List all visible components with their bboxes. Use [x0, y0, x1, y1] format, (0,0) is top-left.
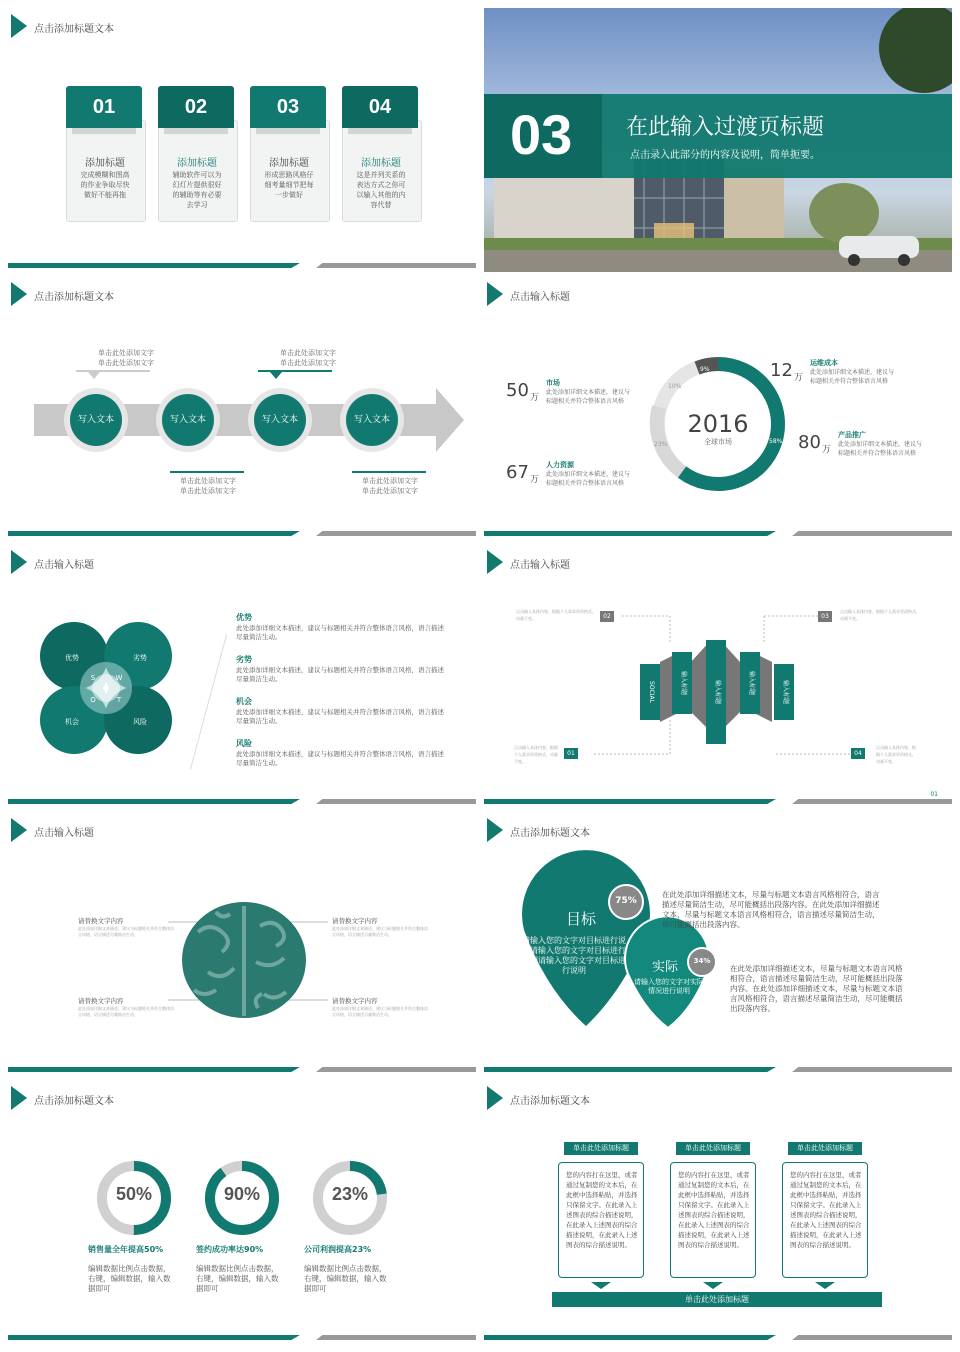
stat-unit: 万 — [530, 475, 540, 485]
slide-7 — [8, 812, 476, 1074]
card-text: 完成模糊和图高的作业争取尽快做好不能再拖 — [80, 171, 130, 199]
column-header[interactable]: 单击此处添加标题 — [676, 1142, 750, 1155]
footer-bar-gray — [792, 1067, 952, 1072]
card-title: 添加标题 — [177, 158, 217, 169]
title-triangle-icon — [487, 1086, 503, 1110]
card-text: 形成思路风格仔细考量细节把每一步做好 — [264, 171, 314, 199]
card-title: 添加标题 — [85, 158, 125, 169]
footer-bar-teal — [8, 531, 300, 536]
petal-label: 机会 — [65, 718, 79, 726]
column-header[interactable]: 单击此处添加标题 — [788, 1142, 862, 1155]
card-tab — [256, 128, 320, 134]
goal-label: 目标 — [566, 910, 597, 928]
footer-bar-teal — [484, 1067, 776, 1072]
badge-01: 01 — [564, 748, 578, 759]
ring-pct: 50% — [115, 1184, 153, 1204]
swot-item-title: 风险 — [236, 739, 252, 748]
svg-text:输入标题: 输入标题 — [748, 670, 755, 696]
brain-item-desc: 此处添加详细文本描述，建议与标题相关并符合整体语言风格，语言描述尽量简洁生动。 — [332, 1006, 428, 1017]
title-triangle-icon — [11, 550, 27, 574]
slide-3 — [8, 276, 476, 538]
stat-name: 产品推广 — [838, 431, 866, 439]
column-header[interactable]: 单击此处添加标题 — [564, 1142, 638, 1155]
slide-title: 点击添加标题文本 — [34, 292, 114, 303]
svg-text:输入标题: 输入标题 — [680, 670, 687, 696]
actual-label: 实际 — [652, 960, 679, 975]
bottom-label-1: 单击此处添加文字 单击此处添加文字 — [180, 477, 236, 495]
stat-unit: 万 — [530, 393, 540, 403]
pointer-icon — [88, 372, 100, 379]
footer-bar-teal — [8, 1067, 300, 1072]
section-title: 在此输入过渡页标题 — [626, 115, 825, 140]
card-title: 添加标题 — [361, 158, 401, 169]
footer-bar-gray — [316, 1335, 476, 1340]
footer-bar-teal — [484, 531, 776, 536]
slide-title: 点击输入标题 — [510, 292, 570, 303]
center-label: 全球市场 — [704, 438, 732, 446]
pct-label: 9% — [700, 366, 710, 373]
donut-chart — [484, 276, 952, 538]
swot-diagram — [38, 620, 238, 806]
footer-title-bar[interactable]: 单击此处添加标题 — [552, 1292, 882, 1307]
step-circle[interactable]: 写入文本 — [346, 394, 398, 446]
badge-04: 04 — [851, 748, 865, 759]
stat-value: 50 — [506, 380, 529, 401]
pct-label: 10% — [668, 383, 682, 390]
stat-value: 12 — [770, 360, 793, 381]
swot-item-title: 优势 — [236, 613, 252, 622]
stat-desc: 此处添加详细文本描述，建议与标题相关并符合整体语言风格 — [810, 369, 895, 385]
ring-title: 公司利润提高23% — [304, 1245, 372, 1254]
badge-02: 02 — [600, 611, 614, 622]
slide-4 — [484, 276, 952, 538]
brain-item-desc: 此处添加详细文本描述，建议与标题相关并符合整体语言风格，语言描述尽量简洁生动。 — [78, 926, 174, 937]
card-number: 01 — [66, 86, 142, 128]
pct-label: 58% — [769, 438, 783, 445]
note: 点击输入具体内容，根据个人需求更改格式，动画不变。 — [516, 609, 596, 621]
column-text: 您的内容打在这里，或者通过复制您的文本后，在此框中选择粘贴，并选择只保留文字。在此录入上述图表的综合描述说明，在此录入上述图表的综合描述说明，在此录入上述图表的综合描述说明。 — [678, 1171, 750, 1249]
stat-name: 市场 — [546, 379, 560, 387]
brain-item-head: 请替换文字内容 — [332, 917, 378, 925]
step-circle[interactable]: 写入文本 — [162, 394, 214, 446]
ring-desc: 编辑数据比例点击数据，右键，编辑数据，输入数据即可 — [196, 1264, 279, 1293]
ring-title: 签约成功率达90% — [196, 1245, 264, 1254]
card-tab — [72, 128, 136, 134]
footer-bar-gray — [792, 799, 952, 804]
footer-bar-gray — [316, 1067, 476, 1072]
svg-text:T: T — [116, 696, 122, 704]
card-title: 添加标题 — [269, 158, 309, 169]
brain-item-head: 请替换文字内容 — [78, 917, 124, 925]
ring-desc: 编辑数据比例点击数据，右键，编辑数据，输入数据即可 — [304, 1264, 387, 1293]
swot-item-title: 劣势 — [236, 655, 252, 664]
stat-value: 80 — [798, 432, 821, 453]
ring-pct: 23% — [331, 1184, 369, 1204]
bottom-label-2: 单击此处添加文字 单击此处添加文字 — [362, 477, 418, 495]
paragraph-2: 在此处添加详细描述文本，尽量与标题文本语言风格相符合，语言描述尽量简洁生动，尽可能概括出段落内容。在此处添加详细描述文本，尽量与标题文本语言风格相符合，语言描述尽量简洁生动，尽可能概括出段落内容。 — [730, 964, 903, 1013]
card-text: 辅助软件可以为幻灯片提供很好的辅助等有必要去学习 — [172, 171, 222, 209]
card-tab — [348, 128, 412, 134]
step-circle[interactable]: 写入文本 — [254, 394, 306, 446]
section-number: 03 — [510, 103, 573, 166]
footer-bar-gray — [792, 1335, 952, 1340]
stat-desc: 此处添加详细文本描述，建议与标题相关并符合整体语言风格 — [546, 471, 631, 487]
badge-03: 03 — [818, 611, 832, 622]
swot-item-title: 机会 — [236, 697, 252, 706]
note: 点击输入具体内容，根据个人需求更改格式，动画不变。 — [514, 745, 558, 764]
slide-9 — [8, 1080, 476, 1342]
chevron-down-icon — [591, 1282, 611, 1289]
swot-item-desc: 此处添加详细文本描述，建议与标题相关并符合整体语言风格，语言描述尽量简洁生动。 — [236, 666, 444, 683]
chevron-down-icon — [815, 1282, 835, 1289]
footer-bar-teal — [484, 799, 776, 804]
pct-label: 23% — [654, 441, 668, 448]
brain-icon — [8, 812, 476, 1074]
footer-bar-teal — [8, 263, 300, 268]
goal-pct: 75% — [615, 896, 637, 906]
stat-desc: 此处添加详细文本描述，建议与标题相关并符合整体语言风格 — [838, 441, 923, 457]
slide-1 — [8, 8, 476, 270]
footer-bar-teal — [8, 799, 300, 804]
step-circle[interactable]: 写入文本 — [70, 394, 122, 446]
chevron-down-icon — [703, 1282, 723, 1289]
card-text: 这是并列关系的表达方式之你可以输入其他的内容代替 — [356, 171, 406, 209]
brain-item-desc: 此处添加详细文本描述，建议与标题相关并符合整体语言风格，语言描述尽量简洁生动。 — [332, 926, 428, 937]
top-label-2: 单击此处添加文字 单击此处添加文字 — [280, 349, 336, 367]
svg-text:S: S — [90, 674, 96, 682]
page-number: 01 — [930, 791, 938, 798]
slide-title: 点击添加标题文本 — [34, 24, 114, 35]
top-label-1: 单击此处添加文字 单击此处添加文字 — [98, 349, 154, 367]
actual-text: 请输入您的文字对实际情况进行说明 — [634, 978, 704, 995]
slide-title: 点击输入标题 — [34, 828, 94, 839]
goal-text: 请输入您的文字对目标进行说明请输入您的文字对目标进行说明请输入您的文字对目标进行说明 — [522, 936, 626, 975]
slide-title: 点击添加标题文本 — [510, 828, 590, 839]
card-number: 03 — [250, 86, 326, 128]
brain-item-head: 请替换文字内容 — [332, 997, 378, 1005]
card-number: 02 — [158, 86, 234, 128]
card-tab — [164, 128, 228, 134]
year-label: 2016 — [687, 410, 749, 438]
petal-label: 优势 — [65, 654, 79, 662]
petal-label: 风险 — [133, 718, 147, 726]
stat-desc: 此处添加详细文本描述，建议与标题相关并符合整体语言风格 — [546, 389, 631, 405]
footer-bar-gray — [316, 263, 476, 268]
slide-title: 点击添加标题文本 — [510, 1096, 590, 1107]
slide-title: 点击输入标题 — [34, 560, 94, 571]
stat-name: 人力资源 — [546, 461, 574, 469]
actual-pct: 34% — [693, 957, 711, 965]
stat-unit: 万 — [794, 373, 804, 383]
section-subtitle: 点击录入此部分的内容及说明，简单扼要。 — [630, 150, 820, 161]
swot-item-desc: 此处添加详细文本描述，建议与标题相关并符合整体语言风格，语言描述尽量简洁生动。 — [236, 708, 444, 725]
column-text: 您的内容打在这里，或者通过复制您的文本后，在此框中选择粘贴，并选择只保留文字。在此录入上述图表的综合描述说明，在此录入上述图表的综合描述说明，在此录入上述图表的综合描述说明。 — [790, 1171, 862, 1249]
svg-text:O: O — [90, 696, 96, 704]
petal-label: 劣势 — [133, 654, 147, 662]
slide-title: 点击输入标题 — [510, 560, 570, 571]
brain-item-desc: 此处添加详细文本描述，建议与标题相关并符合整体语言风格，语言描述尽量简洁生动。 — [78, 1006, 174, 1017]
pointer-icon — [270, 372, 282, 379]
slide-6 — [484, 544, 952, 806]
ring-pct: 90% — [223, 1184, 261, 1204]
stat-unit: 万 — [822, 445, 832, 455]
brain-item-head: 请替换文字内容 — [78, 997, 124, 1005]
column-text: 您的内容打在这里，或者通过复制您的文本后，在此框中选择粘贴，并选择只保留文字。在此录入上述图表的综合描述说明，在此录入上述图表的综合描述说明，在此录入上述图表的综合描述说明。 — [566, 1171, 638, 1249]
footer-bar-gray — [316, 799, 476, 804]
card-number: 04 — [342, 86, 418, 128]
footer-bar-gray — [792, 531, 952, 536]
slide-2 — [484, 8, 952, 272]
svg-text:输入标题: 输入标题 — [782, 679, 789, 705]
footer-bar-teal — [8, 1335, 300, 1340]
svg-text:输入标题: 输入标题 — [714, 679, 721, 705]
slide-8 — [484, 812, 952, 1074]
label-line — [170, 471, 244, 473]
zigzag-bars — [484, 544, 952, 806]
slide-10 — [484, 1080, 952, 1342]
label-line — [352, 471, 426, 473]
stat-name: 运维成本 — [810, 359, 838, 367]
title-triangle-icon — [11, 14, 27, 38]
svg-text:SOCIAL: SOCIAL — [648, 681, 655, 703]
note: 点击输入具体内容，根据个人需求更改格式，动画不变。 — [840, 609, 920, 621]
title-triangle-icon — [11, 1086, 27, 1110]
ring-title: 销售量全年提高50% — [88, 1245, 164, 1254]
svg-text:W: W — [115, 674, 123, 682]
paragraph-1: 在此处添加详细描述文本，尽量与标题文本语言风格相符合，语言描述尽量简洁生动，尽可能概括出段落内容。在此处添加详细描述文本，尽量与标题文本语言风格相符合，语言描述尽量简洁生动，尽可能概括出段落内容。 — [662, 890, 880, 929]
swot-item-desc: 此处添加详细文本描述，建议与标题相关并符合整体语言风格，语言描述尽量简洁生动。 — [236, 624, 444, 641]
note: 点击输入具体内容，根据个人需求更改格式，动画不变。 — [876, 745, 916, 764]
footer-bar-teal — [484, 1335, 776, 1340]
footer-bar-gray — [316, 531, 476, 536]
slide-title: 点击添加标题文本 — [34, 1096, 114, 1107]
swot-item-desc: 此处添加详细文本描述，建议与标题相关并符合整体语言风格，语言描述尽量简洁生动。 — [236, 750, 444, 767]
ring-desc: 编辑数据比例点击数据，右键，编辑数据，输入数据即可 — [88, 1264, 171, 1293]
stat-value: 67 — [506, 462, 529, 483]
slide-5 — [8, 544, 476, 806]
